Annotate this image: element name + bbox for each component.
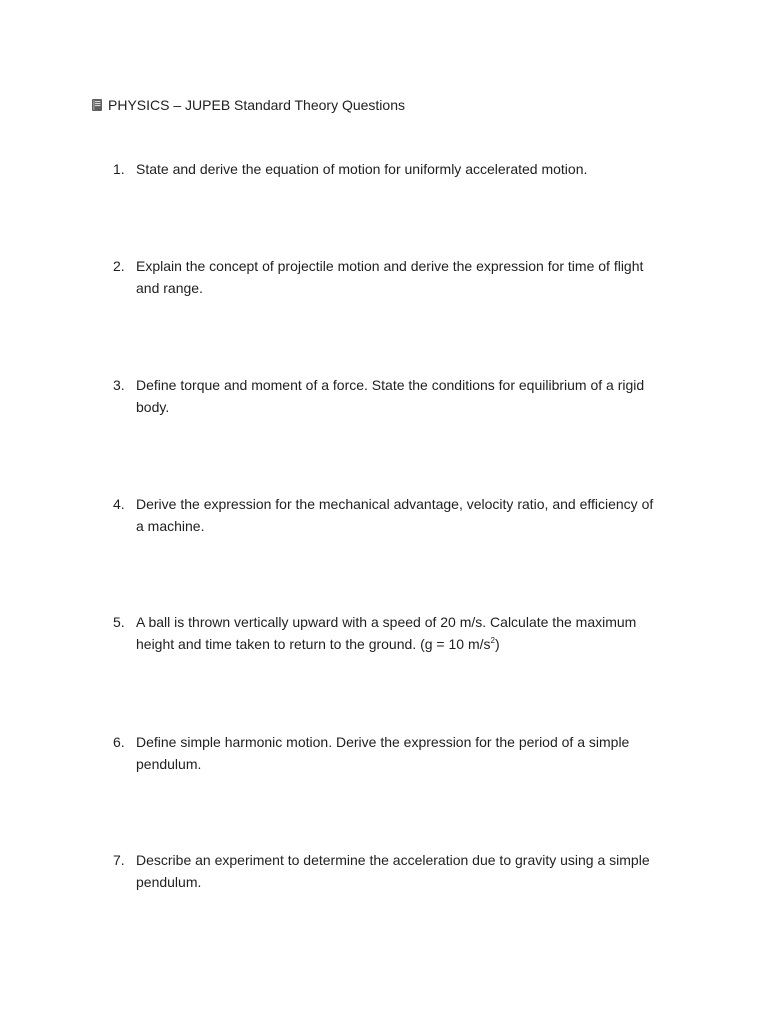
question-line: Explain the concept of projectile motion and derive the expression for time of flight: [136, 258, 644, 274]
superscript-two: 2: [490, 636, 495, 645]
document-title-text: PHYSICS – JUPEB Standard Theory Questions: [108, 97, 405, 113]
question-number: 2.: [113, 258, 125, 274]
question-line: State and derive the equation of motion for uniformly accelerated motion.: [136, 161, 588, 177]
question-number: 6.: [113, 734, 125, 750]
question-line: A ball is thrown vertically upward with a speed of 20 m/s. Calculate the maximum: [136, 614, 637, 630]
question-line: Define torque and moment of a force. State the conditions for equilibrium of a rigid: [136, 377, 645, 393]
document-title: [91, 96, 405, 114]
question-text: [136, 731, 676, 775]
question-line: a machine.: [136, 518, 205, 534]
question-number: 4.: [113, 496, 125, 512]
book-icon: [91, 98, 103, 112]
question-line-main: height and time taken to return to the ground. (g = 10 m/s: [136, 636, 491, 652]
question-line: pendulum.: [136, 874, 202, 890]
question-line-with-superscript: [136, 633, 676, 655]
question-number: 3.: [113, 377, 125, 393]
question-text: [136, 255, 676, 299]
question-text: [136, 158, 676, 180]
question-line: Describe an experiment to determine the acceleration due to gravity using a simple: [136, 852, 650, 868]
question-line: Define simple harmonic motion. Derive the expression for the period of a simple: [136, 734, 630, 750]
question-number: 7.: [113, 852, 125, 868]
question-text: [136, 374, 676, 418]
question-number: 1.: [113, 161, 125, 177]
question-line: and range.: [136, 280, 203, 296]
question-line: Derive the expression for the mechanical advantage, velocity ratio, and efficiency of: [136, 496, 654, 512]
question-text: [136, 611, 676, 655]
question-number: 5.: [113, 614, 125, 630]
question-line-end: ): [494, 636, 500, 652]
question-text: [136, 849, 676, 893]
question-line: pendulum.: [136, 756, 202, 772]
question-line: body.: [136, 399, 170, 415]
question-text: [136, 493, 676, 537]
